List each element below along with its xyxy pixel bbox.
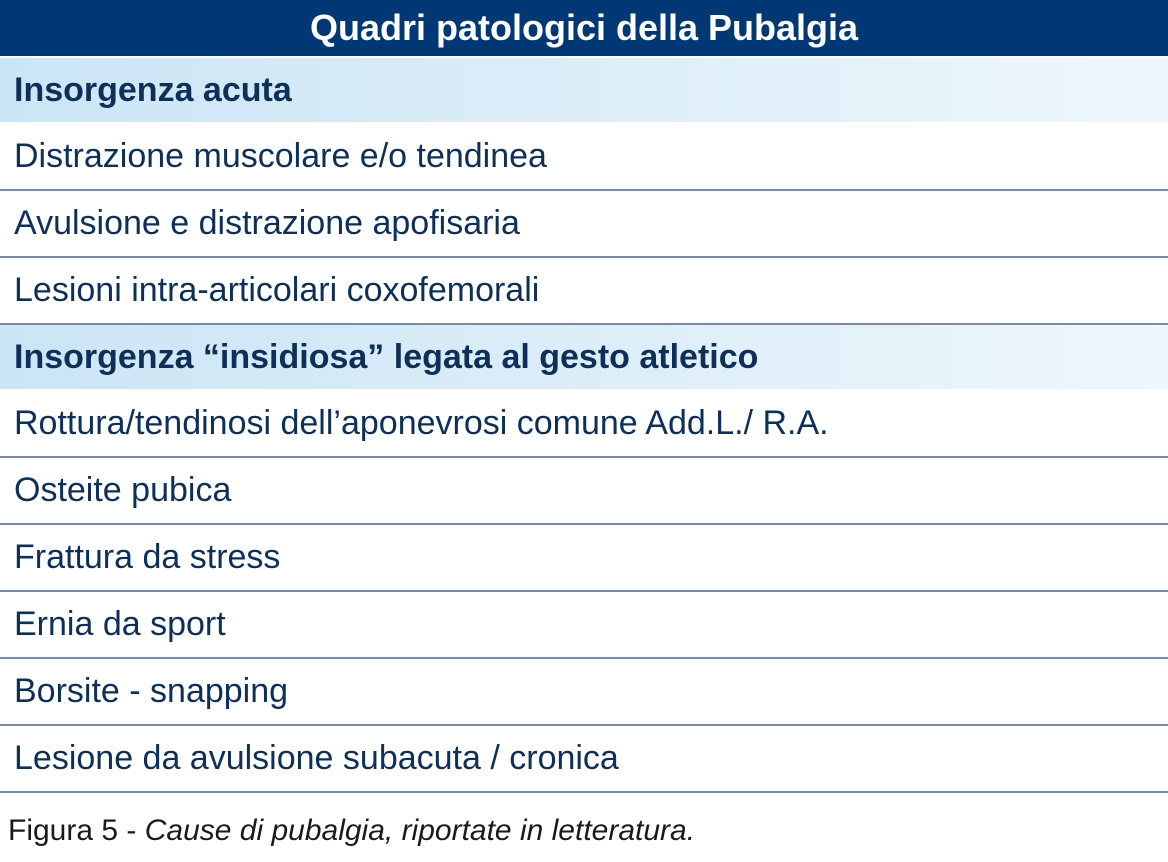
table-row: Avulsione e distrazione apofisaria [0, 191, 1168, 258]
figure-caption-text: Cause di pubalgia, riportate in letteratura. [144, 814, 696, 847]
section-heading-insidious: Insorgenza “insidiosa” legata al gesto atletico [0, 325, 1168, 391]
table-row: Rottura/tendinosi dell’aponevrosi comune Add.L./ R.A. [0, 391, 1168, 458]
figure-caption [8, 814, 695, 848]
figure-label: Figura 5 - [8, 814, 145, 847]
section-heading-acute: Insorgenza acuta [0, 58, 1168, 124]
table-row: Osteite pubica [0, 458, 1168, 525]
table-row: Borsite - snapping [0, 659, 1168, 726]
table-row: Lesioni intra-articolari coxofemorali [0, 258, 1168, 325]
table-row: Ernia da sport [0, 592, 1168, 659]
table-row: Frattura da stress [0, 525, 1168, 592]
table-title: Quadri patologici della Pubalgia [0, 0, 1168, 58]
table-row: Lesione da avulsione subacuta / cronica [0, 726, 1168, 793]
table-row: Distrazione muscolare e/o tendinea [0, 124, 1168, 191]
